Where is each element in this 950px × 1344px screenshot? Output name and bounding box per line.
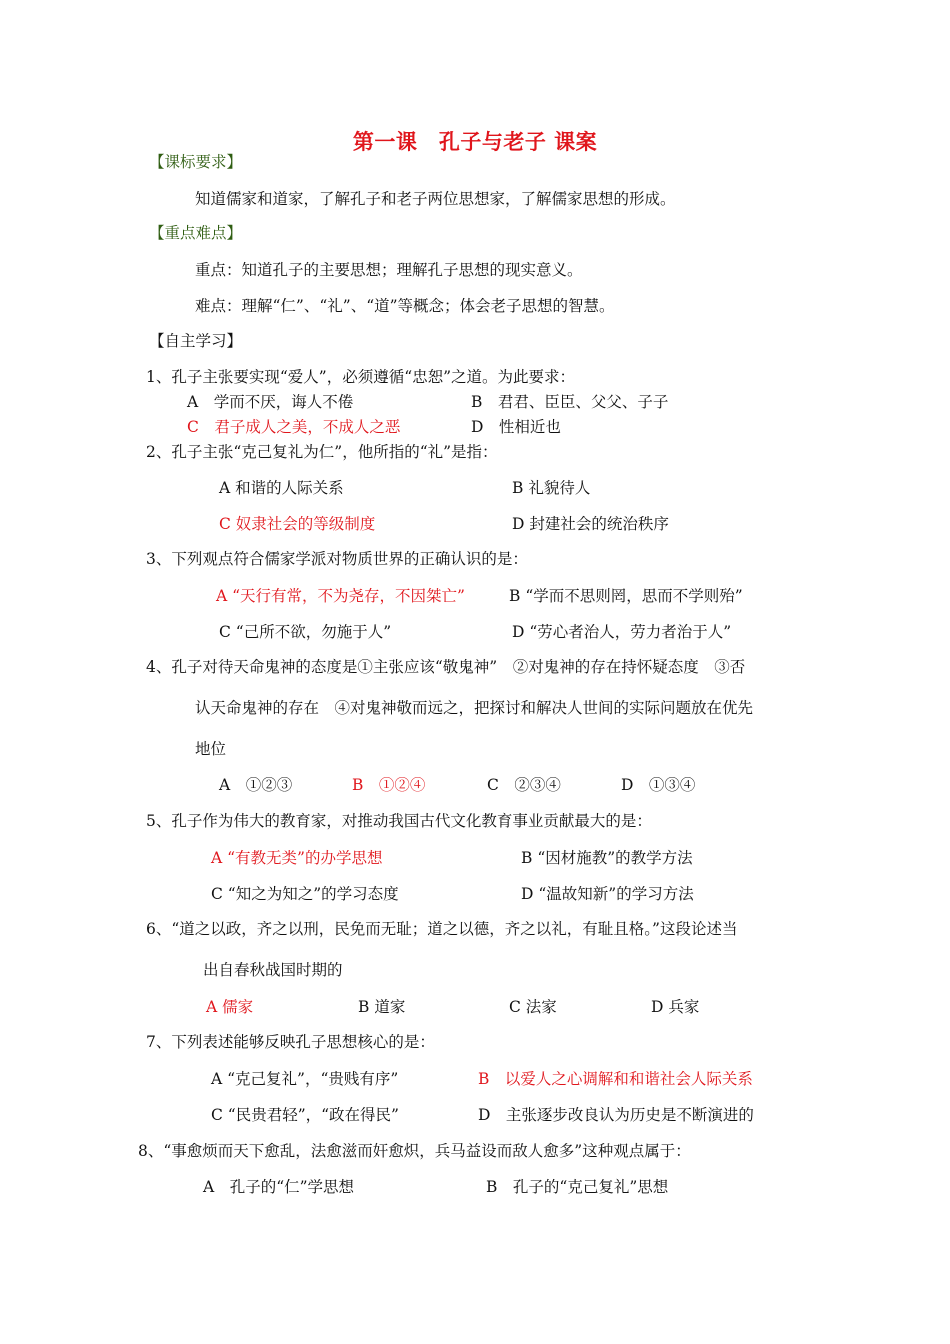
self-study-header: 【自主学习】 [149,332,243,350]
option-b: B “学而不思则罔，思而不学则殆” [509,587,743,605]
option-c: C ②③④ [487,776,561,794]
option-c: C “民贵君轻”，“政在得民” [211,1106,399,1124]
option-c: C 法家 [509,998,557,1016]
question-stem-cont: 出自春秋战国时期的 [203,961,343,979]
option-c: C “知之为知之”的学习态度 [211,885,399,903]
question-stem: 4、孔子对待天命鬼神的态度是①主张应该“敬鬼神” ②对鬼神的存在持怀疑态度 ③否 [146,658,746,676]
option-b: B 君君、臣臣、父父、子子 [471,393,669,411]
question-stem: 2、孔子主张“克己复礼为仁”，他所指的“礼”是指： [146,443,498,461]
question-stem: 1、孔子主张要实现“爱人”，必须遵循“忠恕”之道。为此要求： [146,368,576,386]
option-a: A 学而不厌，诲人不倦 [187,393,354,411]
option-b: B “因材施教”的教学方法 [521,849,693,867]
option-b-answer: B 以爱人之心调解和和谐社会人际关系 [478,1070,753,1088]
option-d: D 性相近也 [471,418,561,436]
page-title: 第一课 孔子与老子 课案 [352,129,598,154]
question-stem-cont: 地位 [195,740,227,758]
difficult-point: 难点：理解“仁”、“礼”、“道”等概念；体会老子思想的智慧。 [195,297,615,315]
option-a: A ①②③ [219,776,293,794]
question-stem: 6、“道之以政，齐之以刑，民免而无耻；道之以德，齐之以礼，有耻且格。”这段论述当 [146,920,738,938]
requirement-header: 【课标要求】 [149,153,243,171]
option-b-answer: B ①②④ [352,776,426,794]
option-d: D 主张逐步改良认为历史是不断演进的 [478,1106,754,1124]
option-c: C “己所不欲，勿施于人” [219,623,392,641]
option-b: B 道家 [358,998,406,1016]
option-a: A “克己复礼”，“贵贱有序” [211,1070,399,1088]
option-a-answer: A “天行有常，不为尧存，不因桀亡” [216,587,465,605]
option-a-answer: A 儒家 [206,998,254,1016]
option-c-answer: C 奴隶社会的等级制度 [219,515,376,533]
option-d: D ①③④ [621,776,696,794]
question-stem: 3、下列观点符合儒家学派对物质世界的正确认识的是： [146,550,528,568]
option-a: A 和谐的人际关系 [219,479,344,497]
question-stem-cont: 认天命鬼神的存在 ④对鬼神敬而远之，把探讨和解决人世间的实际问题放在优先 [195,699,754,717]
key-point: 重点：知道孔子的主要思想；理解孔子思想的现实意义。 [195,261,583,279]
option-d: D 封建社会的统治秩序 [512,515,669,533]
option-b: B 礼貌待人 [512,479,591,497]
option-c-answer: C 君子成人之美，不成人之恶 [187,418,401,436]
key-difficult-header: 【重点难点】 [149,224,243,242]
option-d: D “温故知新”的学习方法 [521,885,694,903]
question-stem: 8、“事愈烦而天下愈乱，法愈滋而奸愈炽，兵马益设而敌人愈多”这种观点属于： [138,1142,691,1160]
option-d: D “劳心者治人，劳力者治于人” [512,623,732,641]
requirement-text: 知道儒家和道家，了解孔子和老子两位思想家，了解儒家思想的形成。 [195,190,676,208]
question-stem: 5、孔子作为伟大的教育家，对推动我国古代文化教育事业贡献最大的是： [146,812,652,830]
option-a: A 孔子的“仁”学思想 [203,1178,355,1196]
question-stem: 7、下列表述能够反映孔子思想核心的是： [146,1033,435,1051]
option-b: B 孔子的“克己复礼”思想 [486,1178,669,1196]
option-d: D 兵家 [651,998,700,1016]
option-a-answer: A “有教无类”的办学思想 [211,849,383,867]
